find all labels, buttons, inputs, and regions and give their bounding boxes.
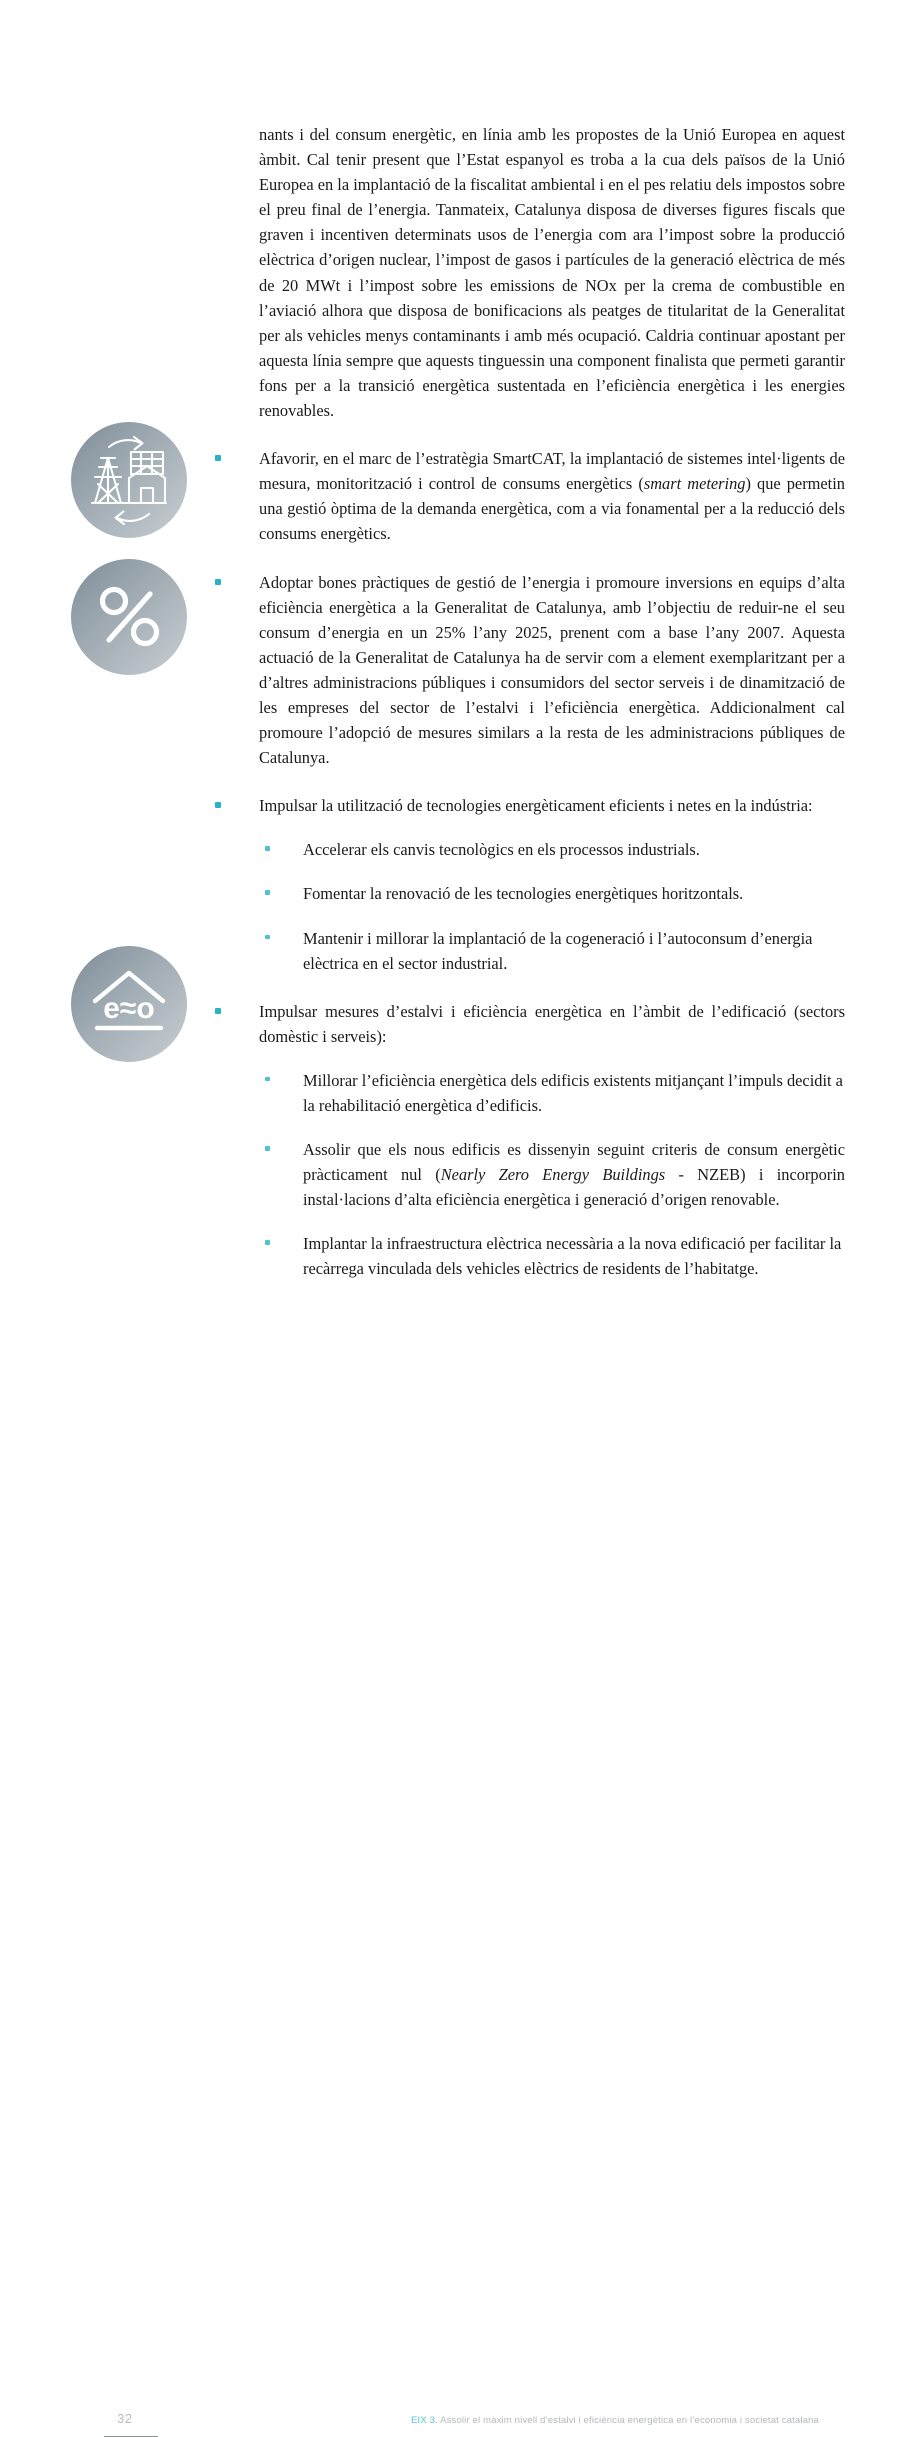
bullet-item-smartcat	[259, 446, 845, 546]
bullet-dot-icon	[215, 802, 221, 808]
sub-bullet-text-accelerar: Accelerar els canvis tecnològics en els processos industrials.	[303, 840, 700, 860]
sub-bullet-item-accelerar	[259, 837, 845, 862]
sub-bullet-dot-icon	[265, 1146, 270, 1151]
bullet-text-industria: Impulsar la utilització de tecnologies energèticament eficients i netes en la indústria:	[259, 796, 813, 816]
sub-bullet-dot-icon	[265, 1077, 270, 1082]
sub-bullet-text-infraestructura: Implantar la infraestructura elèctrica necessària a la nova edificació per facilitar la recàrrega vinculada dels vehicles elèctrics de residents de l’habitatge.	[303, 1234, 842, 1279]
sub-bullet-text-millorar: Millorar l’eficiència energètica dels edificis existents mitjançant l’impuls decidit a la rehabilitació energètica d’edificis.	[303, 1070, 843, 1115]
footer-eix-label: EIX 3.	[411, 2415, 438, 2426]
main-content	[259, 122, 845, 1282]
sub-bullet-text-italic: Nearly Zero Energy Buildings	[440, 1165, 666, 1185]
sub-bullet-dot-icon	[265, 935, 270, 940]
bullet-text-italic: smart metering	[643, 474, 746, 494]
bullet-text-part-2: ) que permetin una gestió òptima de la demanda energètica, com a via fonamental per a la reducció dels consums energètics.	[259, 474, 845, 544]
sub-bullet-list-industria	[259, 837, 845, 975]
sub-bullet-item-millorar	[259, 1068, 845, 1118]
bullet-text-smartcat	[259, 446, 845, 546]
sub-bullet-text-cogeneracio: Mantenir i millorar la implantació de la cogeneració i l’autoconsum d’energia elèctrica en el sector industrial.	[303, 928, 813, 973]
bullet-text-edificacio: Impulsar mesures d’estalvi i eficiència energètica en l’àmbit de l’edificació (sectors domèstic i serveis):	[259, 1001, 845, 1046]
nzeb-icon	[71, 946, 187, 1062]
bullet-dot-icon	[215, 579, 221, 585]
bullet-text-bones-practiques: Adoptar bones pràctiques de gestió de l’energia i promoure inversions en equips d’alta eficiència energètica a la Generalitat de Catalunya, amb l’objectiu de reduir-ne el seu consum d’energia en un 25% l’any 2025, prenent com a base l’any 2007. Aquesta actuació de la Generalitat de Catalunya ha de servir com a element exemplaritzant per a d’altres administracions públiques i consumidors del sector serveis i de dinamització de les empreses del sector de l’estalvi i l’eficiència energètica. Addicionalment cal promoure l’adopció de mesures similars a la resta de les administracions públiques de Catalunya.	[259, 572, 845, 768]
nzeb-icon-label: e≈o	[103, 992, 155, 1025]
bullet-item-industria	[259, 793, 845, 975]
smart-grid-icon	[71, 422, 187, 538]
bullet-dot-icon	[215, 1008, 221, 1014]
percent-icon	[71, 559, 187, 675]
sub-bullet-item-cogeneracio	[259, 926, 845, 976]
footer-running-title	[411, 2415, 819, 2426]
bullet-item-bones-practiques	[259, 570, 845, 771]
sub-bullet-text-part-1: Assolir que els nous edificis es dissenyin seguint criteris de consum energètic pràcticament nul (	[303, 1140, 845, 1185]
icon-gutter	[0, 0, 250, 1280]
page-footer	[0, 1190, 906, 2426]
sub-bullet-dot-icon	[265, 846, 270, 851]
bullet-list	[259, 446, 845, 1281]
footer-eix-title: Assolir el màxim nivell d’estalvi i eficiència energètica en l’economia i societat catalana	[437, 2415, 819, 2426]
sub-bullet-text-part-2: - NZEB) i incorporin instal·lacions d’alta eficiència energètica i generació d’origen renovable.	[303, 1165, 845, 1210]
page-number: 32	[117, 2411, 133, 2426]
bullet-dot-icon	[215, 455, 221, 461]
sub-bullet-dot-icon	[265, 890, 270, 895]
bullet-text-part-1: Afavorir, en el marc de l’estratègia SmartCAT, la implantació de sistemes intel·ligents de mesura, monitorització i control de consums energètics (	[259, 449, 845, 494]
sub-bullet-item-fomentar	[259, 881, 845, 906]
continued-paragraph: nants i del consum energètic, en línia amb les propostes de la Unió Europea en aquest àmbit. Cal tenir present que l’Estat espanyol es troba a la cua dels països de la Unió Europea en la implantació de la fiscalitat ambiental i en el pes relatiu dels impostos sobre el preu final de l’energia. Tanmateix, Catalunya disposa de diverses figures fiscals que graven i incentiven determinats usos de l’energia com ara l’impost sobre la producció elèctrica d’origen nuclear, l’impost de gasos i partícules de la generació elèctrica de més de 20 MWt i l’impost sobre les emissions de NOx per la crema de combustible en l’aviació alhora que disposa de bonificacions als peatges de titularitat de la Generalitat per als vehicles menys contaminants i amb més ocupació. Caldria continuar apostant per aquesta línia sempre que aquests tinguessin una component finalista que permeti garantir fons per a la transició energètica sustentada en l’eficiència energètica i les energies renovables.	[259, 125, 845, 421]
sub-bullet-text-fomentar: Fomentar la renovació de les tecnologies energètiques horitzontals.	[303, 884, 744, 904]
